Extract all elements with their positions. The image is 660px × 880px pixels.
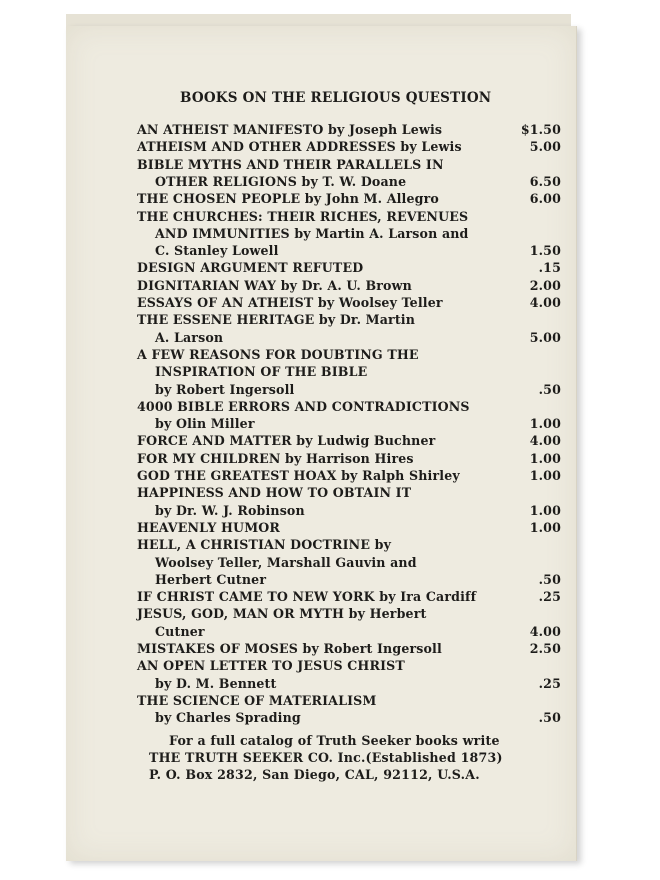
book-price: 6.00 — [529, 191, 561, 207]
book-entry-text: HAPPINESS AND HOW TO OBTAIN IT — [137, 485, 412, 501]
book-price: 1.00 — [529, 416, 561, 432]
book-list-line — [0, 485, 660, 502]
book-list-line — [0, 347, 660, 364]
book-list-line — [0, 330, 660, 347]
book-list-line — [0, 658, 660, 675]
book-entry-text: INSPIRATION OF THE BIBLE — [155, 364, 368, 380]
book-list-line — [0, 624, 660, 641]
book-entry-text: FORCE AND MATTER by Ludwig Buchner — [137, 433, 436, 449]
book-price: 1.00 — [529, 468, 561, 483]
book-entry-text: ATHEISM AND OTHER ADDRESSES by Lewis — [137, 139, 462, 155]
book-list-line — [0, 693, 660, 710]
book-entry-text: DESIGN ARGUMENT REFUTED — [137, 260, 364, 276]
book-list-line — [0, 606, 660, 623]
book-list-line — [0, 174, 660, 191]
book-list-line — [0, 260, 660, 277]
book-entry-text: IF CHRIST CAME TO NEW YORK by Ira Cardiff — [137, 589, 477, 605]
book-list-line — [0, 537, 660, 554]
book-entry-text: C. Stanley Lowell — [155, 243, 279, 259]
book-price: .25 — [538, 675, 561, 691]
book-list-line — [0, 468, 660, 485]
book-entry-text: THE SCIENCE OF MATERIALISM — [137, 692, 377, 708]
book-price: .50 — [538, 571, 561, 587]
book-entry-text: AN OPEN LETTER TO JESUS CHRIST — [137, 658, 405, 674]
book-list-line — [0, 122, 660, 139]
book-entry-text: 4000 BIBLE ERRORS AND CONTRADICTIONS — [137, 398, 470, 414]
book-entry-text: Woolsey Teller, Marshall Gauvin and — [155, 554, 417, 570]
book-entry-text: by Olin Miller — [155, 416, 255, 432]
book-price: 1.00 — [529, 519, 561, 535]
book-entry-text: by Charles Sprading — [155, 710, 301, 726]
book-list-line — [0, 503, 660, 520]
book-list-line — [0, 278, 660, 295]
book-list-line — [0, 416, 660, 433]
book-list-line — [0, 555, 660, 572]
book-list-line — [0, 433, 660, 450]
book-entry-text: DIGNITARIAN WAY by Dr. A. U. Brown — [137, 277, 412, 293]
book-list-line — [0, 572, 660, 589]
book-list-line — [0, 139, 660, 156]
page-title: BOOKS ON THE RELIGIOUS QUESTION — [180, 90, 492, 106]
book-entry-text: ESSAYS OF AN ATHEIST by Woolsey Teller — [137, 295, 443, 310]
book-list-line — [0, 382, 660, 399]
book-entry-text: OTHER RELIGIONS by T. W. Doane — [155, 173, 407, 189]
book-list-line — [0, 364, 660, 381]
book-price: .25 — [538, 589, 561, 605]
book-entry-text: A FEW REASONS FOR DOUBTING THE — [137, 346, 419, 362]
book-price: .50 — [538, 381, 561, 397]
book-price: 2.00 — [529, 277, 561, 293]
book-entry-text: MISTAKES OF MOSES by Robert Ingersoll — [137, 641, 442, 656]
book-price: .15 — [538, 260, 561, 276]
book-price: $1.50 — [520, 122, 561, 137]
book-entry-text: FOR MY CHILDREN by Harrison Hires — [137, 450, 414, 466]
book-entry-text: by Dr. W. J. Robinson — [155, 502, 305, 518]
book-price: 5.00 — [529, 329, 561, 345]
book-list-line — [0, 226, 660, 243]
book-entry-text: THE ESSENE HERITAGE by Dr. Martin — [137, 312, 416, 328]
book-list-line — [0, 312, 660, 329]
book-entry-text: THE CHOSEN PEOPLE by John M. Allegro — [137, 191, 439, 207]
book-price: 1.00 — [529, 502, 561, 518]
book-price: 5.00 — [529, 139, 561, 155]
footer-line-company: THE TRUTH SEEKER CO. Inc.(Established 1873) — [149, 750, 503, 765]
book-entry-text: JESUS, GOD, MAN OR MYTH by Herbert — [137, 606, 427, 622]
book-entry-text: A. Larson — [155, 329, 224, 345]
book-list-line — [0, 520, 660, 537]
book-price: .50 — [538, 710, 561, 726]
book-price: 1.00 — [529, 450, 561, 466]
book-list-line — [0, 191, 660, 208]
book-entry-text: AN ATHEIST MANIFESTO by Joseph Lewis — [137, 122, 443, 137]
book-entry-text: by Robert Ingersoll — [155, 381, 295, 397]
book-entry-text: Cutner — [155, 623, 205, 639]
book-entry-text: HEAVENLY HUMOR — [137, 519, 281, 535]
book-list-line — [0, 243, 660, 260]
book-list-line — [0, 589, 660, 606]
book-price: 4.00 — [529, 433, 561, 449]
book-entry-text: AND IMMUNITIES by Martin A. Larson and — [155, 225, 469, 241]
book-list-line — [0, 295, 660, 312]
book-list-line — [0, 641, 660, 658]
book-entry-text: HELL, A CHRISTIAN DOCTRINE by — [137, 537, 392, 553]
book-list-line — [0, 710, 660, 727]
book-list-line — [0, 676, 660, 693]
book-price: 4.00 — [529, 295, 561, 310]
book-price: 4.00 — [529, 623, 561, 639]
book-list-line — [0, 157, 660, 174]
book-entry-text: Herbert Cutner — [155, 571, 267, 587]
book-list-line — [0, 451, 660, 468]
book-price: 6.50 — [529, 173, 561, 189]
book-price: 1.50 — [529, 243, 561, 259]
book-entry-text: GOD THE GREATEST HOAX by Ralph Shirley — [137, 468, 460, 483]
book-price: 2.50 — [529, 641, 561, 656]
book-entry-text: BIBLE MYTHS AND THEIR PARALLELS IN — [137, 156, 444, 172]
footer-line-address: P. O. Box 2832, San Diego, CAL, 92112, U.S.A. — [149, 767, 480, 782]
book-list-line — [0, 399, 660, 416]
book-entry-text: THE CHURCHES: THEIR RICHES, REVENUES — [137, 208, 469, 224]
book-entry-text: by D. M. Bennett — [155, 675, 277, 691]
book-list-line — [0, 209, 660, 226]
footer-line-catalog: For a full catalog of Truth Seeker books write — [169, 733, 500, 748]
